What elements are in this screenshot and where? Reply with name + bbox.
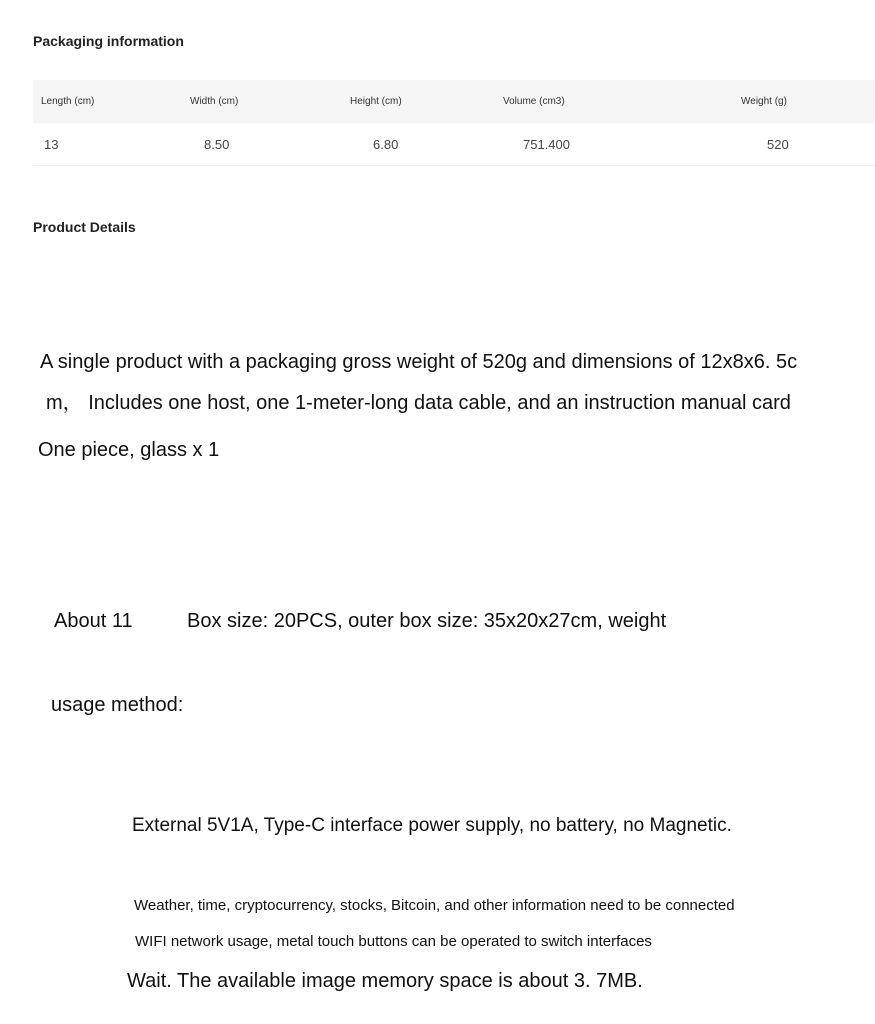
detail-line-4-prefix: About 11: [54, 610, 133, 632]
detail-line-6: External 5V1A, Type-C interface power supply, no battery, no Magnetic.: [132, 815, 732, 836]
detail-line-4-box-size: Box size: 20PCS, outer box size: 35x20x27cm, weight: [187, 610, 667, 632]
header-length: Length (cm): [33, 80, 190, 123]
value-weight: 520: [741, 123, 875, 166]
detail-line-2: m， Includes one host, one 1-meter-long data cable, and an instruction manual card: [46, 392, 791, 414]
header-width: Width (cm): [190, 80, 350, 123]
detail-line-7: Weather, time, cryptocurrency, stocks, Bitcoin, and other information need to be connected: [134, 897, 735, 914]
value-height: 6.80: [350, 123, 503, 166]
detail-line-1: A single product with a packaging gross weight of 520g and dimensions of 12x8x6. 5c: [40, 351, 798, 373]
header-volume: Volume (cm3): [503, 80, 741, 123]
header-height: Height (cm): [350, 80, 503, 123]
product-details-title: Product Details: [33, 219, 136, 235]
detail-line-8: WIFI network usage, metal touch buttons can be operated to switch interfaces: [135, 933, 652, 950]
header-weight: Weight (g): [741, 80, 875, 123]
value-volume: 751.400: [503, 123, 741, 166]
detail-line-3: One piece, glass x 1: [38, 439, 220, 461]
packaging-header-row: [33, 80, 875, 123]
value-width: 8.50: [190, 123, 350, 166]
packaging-table: [33, 80, 875, 166]
value-length: 13: [33, 123, 190, 166]
packaging-info-title: Packaging information: [33, 33, 184, 49]
detail-line-9: Wait. The available image memory space is about 3. 7MB.: [127, 970, 643, 992]
detail-line-5: usage method:: [51, 694, 184, 716]
packaging-value-row: [33, 123, 875, 166]
